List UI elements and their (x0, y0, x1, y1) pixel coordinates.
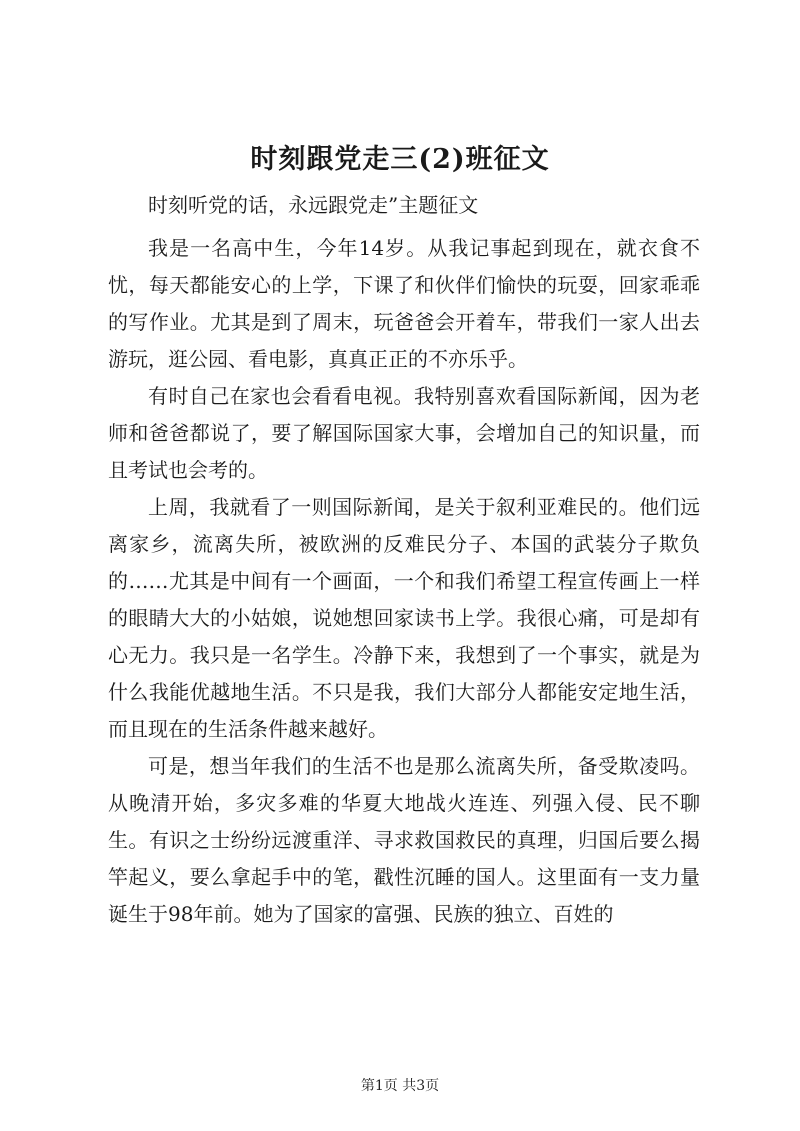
document-body (108, 230, 700, 933)
paragraph-2: 有时自己在家也会看看电视。我特别喜欢看国际新闻，因为老师和爸爸都说了，要了解国际国家大事，会增加自己的知识量，而且考试也会考的。 (108, 384, 700, 482)
paragraph-3: 上周，我就看了一则国际新闻，是关于叙利亚难民的。他们远离家乡，流离失所，被欧洲的反难民分子、本国的武装分子欺负的……尤其是中间有一个画面，一个和我们希望工程宣传画上一样的眼睛大大的小姑娘，说她想回家读书上学。我很心痛，可是却有心无力。我只是一名学生。冷静下来，我想到了一个事实，就是为什么我能优越地生活。不只是我，我们大部分人都能安定地生活，而且现在的生活条件越来越好。 (108, 495, 700, 741)
page-footer: 第1页 共3页 (360, 1078, 440, 1094)
document-title: 时刻跟党走三(2)班征文 (250, 144, 550, 175)
document-subtitle: 时刻听党的话，永远跟党走”主题征文 (148, 193, 479, 217)
paragraph-4: 可是，想当年我们的生活不也是那么流离失所，备受欺凌吗。从晚清开始，多灾多难的华夏大地战火连连、列强入侵、民不聊生。有识之士纷纷远渡重洋、寻求救国救民的真理，归国后要么揭竿起义，要么拿起手中的笔，戳性沉睡的国人。这里面有一支力量诞生于98年前。她为了国家的富强、民族的独立、百姓的 (108, 754, 700, 926)
paragraph-1: 我是一名高中生，今年14岁。从我记事起到现在，就衣食不忧，每天都能安心的上学，下课了和伙伴们愉快的玩耍，回家乖乖的写作业。尤其是到了周末，玩爸爸会开着车，带我们一家人出去游玩，逛公园、看电影，真真正正的不亦乐乎。 (108, 236, 700, 371)
